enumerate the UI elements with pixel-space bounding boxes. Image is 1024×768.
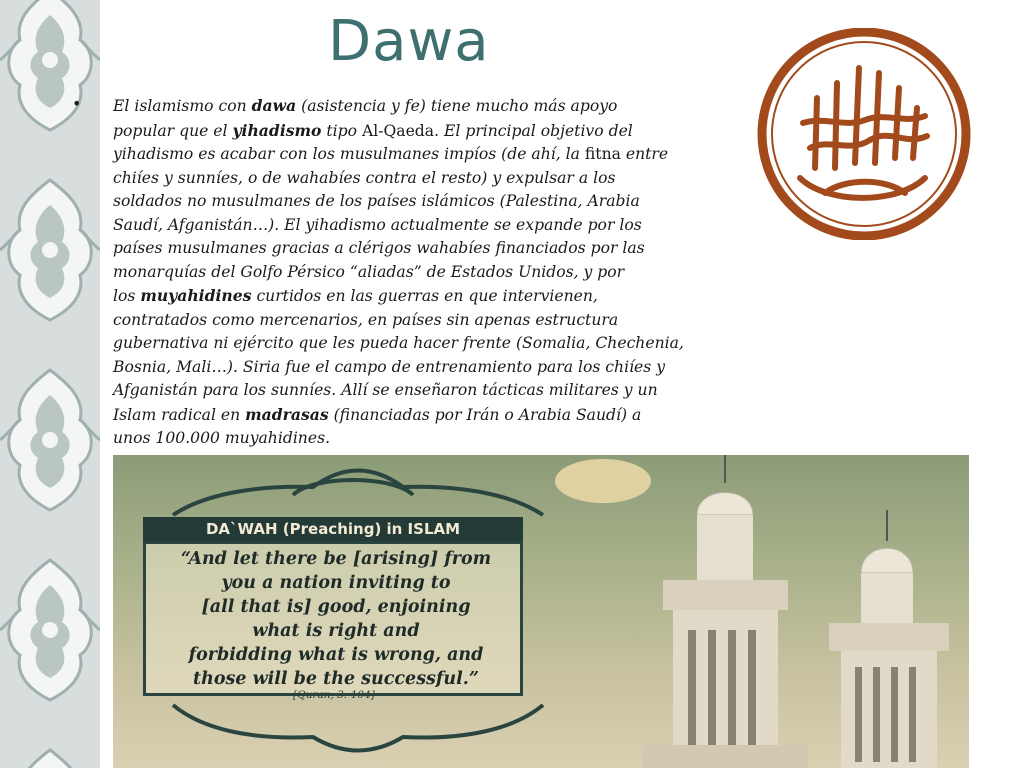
quran-verse	[147, 547, 525, 691]
basmala-calligraphy-emblem	[755, 28, 973, 240]
term-yihadismo: yihadismo	[232, 120, 322, 140]
term-dawa: dawa	[251, 96, 297, 115]
term-madrasas: madrasas	[245, 404, 329, 424]
arabesque-pattern-icon	[0, 0, 100, 768]
text-line: países musulmanes gracias a clérigos wahabíes financiados por las	[113, 239, 645, 257]
slide-title: Dawa	[328, 9, 490, 74]
text-line: El islamismo con dawa (asistencia y fe) tiene mucho más apoyo	[113, 96, 618, 115]
text-line: Bosnia, Mali…). Siria fue el campo de entrenamiento para los chiíes y	[113, 357, 666, 376]
bullet-dot-icon: •	[72, 94, 82, 113]
text-line: monarquías del Golfo Pérsico “aliadas” de Estados Unidos, y por	[113, 262, 625, 281]
text-line: Afganistán para los sunníes. Allí se enseñaron tácticas militares y un	[113, 381, 658, 399]
text-line: soldados no musulmanes de los países islámicos (Palestina, Arabia	[113, 192, 640, 210]
side-ornament-strip	[0, 0, 100, 768]
text-line: gubernativa ni ejército que les pueda hacer frente (Somalia, Chechenia,	[113, 334, 684, 352]
term-muyahidines: muyahidines	[140, 286, 252, 305]
text-line: unos 100.000 muyahidines.	[113, 429, 331, 447]
dawah-image	[113, 455, 969, 768]
text-line: Islam radical en madrasas (financiadas por Irán o Arabia Saudí) a	[113, 404, 642, 424]
text-line: los muyahidines curtidos en las guerras en que intervienen,	[113, 286, 598, 305]
text-line: yihadismo es acabar con los musulmanes impíos (de ahí, la fitna entre	[113, 145, 669, 163]
verse-line: you a nation inviting to	[221, 573, 451, 593]
body-paragraph	[113, 94, 763, 451]
plaque-title: DA`WAH (Preaching) in ISLAM	[143, 517, 523, 541]
moon-icon	[555, 459, 651, 503]
verse-line: [all that is] good, enjoining	[201, 597, 471, 617]
minaret-right	[829, 510, 949, 768]
verse-line: what is right and	[252, 621, 420, 641]
verse-line: those will be the successful.”	[193, 669, 479, 689]
text-line: Saudí, Afganistán…). El yihadismo actualmente se expande por los	[113, 215, 642, 234]
verse-line: “And let there be [arising] from	[180, 549, 492, 569]
text-line: chiíes y sunníes, o de wahabíes contra el resto) y expulsar a los	[113, 168, 616, 187]
minaret-left	[643, 455, 808, 768]
verse-line: forbidding what is wrong, and	[188, 645, 484, 665]
verse-reference: [Quran, 3: 104]	[293, 689, 375, 701]
text-line: contratados como mercenarios, en países sin apenas estructura	[113, 310, 619, 329]
text-line: popular que el yihadismo tipo Al-Qaeda. El principal objetivo del	[113, 120, 633, 140]
